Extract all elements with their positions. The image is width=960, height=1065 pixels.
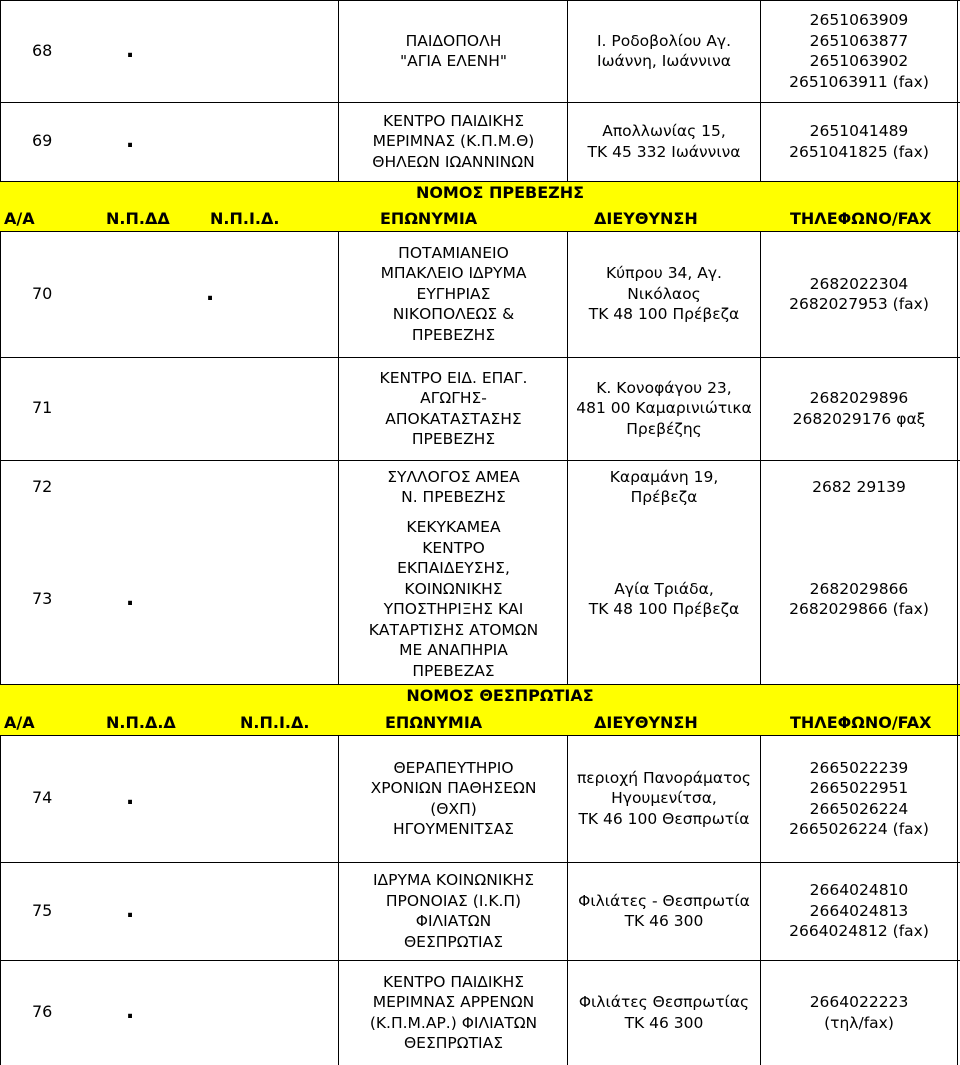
row-marker: . [125, 785, 135, 811]
header-address: ΔΙΕΥΘΥΝΣΗ [594, 713, 698, 732]
header-npdd: Ν.Π.ΔΔ [106, 209, 170, 228]
header-npid: Ν.Π.Ι.Δ. [240, 713, 310, 732]
institution-name: ΚΕΚΥΚΑΜΕΑ ΚΕΝΤΡΟ ΕΚΠΑΙΔΕΥΣΗΣ, ΚΟΙΝΩΝΙΚΗΣ ΥΠΟΣΤΗΡΙΞΗΣ ΚΑΙ ΚΑΤΑΡΤΙΣΗΣ ΑΤΟΜΩΝ ΜΕ ΑΝΑΠΗΡΙΑ ΠΡΕΒΕΖΑΣ [368, 518, 539, 680]
institution-address: Φιλιάτες - Θεσπρωτία ΤΚ 46 300 [578, 891, 750, 930]
province-title-preveza: ΝΟΜΟΣ ΠΡΕΒΕΖΗΣ [415, 183, 585, 202]
institution-address: Απολλωνίας 15, ΤΚ 45 332 Ιωάννινα [587, 122, 741, 161]
row-number: 75 [32, 900, 53, 920]
col-divider [957, 0, 958, 1065]
row-number: 68 [32, 40, 53, 60]
institution-address: Αγία Τριάδα, ΤΚ 48 100 Πρέβεζα [588, 579, 740, 618]
header-name: ΕΠΩΝΥΜΙΑ [380, 209, 478, 228]
header-name: ΕΠΩΝΥΜΙΑ [385, 713, 483, 732]
institution-address: περιοχή Πανοράματος Ηγουμενίτσα, ΤΚ 46 100 Θεσπρωτία [576, 768, 752, 828]
institution-phone: 2682029896 2682029176 φαξ [792, 389, 926, 428]
institution-phone: 2665022239 2665022951 2665026224 2665026224 (fax) [789, 758, 929, 838]
institution-phone: 2682022304 2682027953 (fax) [789, 274, 929, 313]
col-divider [338, 735, 339, 1065]
institution-name: ΚΕΝΤΡΟ ΠΑΙΔΙΚΗΣ ΜΕΡΙΜΝΑΣ ΑΡΡΕΝΩΝ (Κ.Π.Μ.ΑΡ.) ΦΙΛΙΑΤΩΝ ΘΕΣΠΡΩΤΙΑΣ [369, 972, 538, 1052]
institution-phone: 2664022223 (τηλ/fax) [809, 993, 909, 1032]
institution-address: Κύπρου 34, Αγ. Νικόλαος ΤΚ 48 100 Πρέβεζα [588, 264, 740, 324]
row-number: 74 [32, 788, 53, 808]
header-aa: Α/Α [4, 209, 35, 228]
header-npid: Ν.Π.Ι.Δ. [210, 209, 280, 228]
institution-name: ΠΑΙΔΟΠΟΛΗ "ΑΓΙΑ ΕΛΕΝΗ" [399, 31, 508, 70]
row-number: 71 [32, 398, 53, 418]
row-marker: . [125, 585, 135, 611]
province-title-thesprotia: ΝΟΜΟΣ ΘΕΣΠΡΩΤΙΑΣ [406, 686, 594, 705]
row-divider [0, 684, 960, 685]
institution-phone: 2651041489 2651041825 (fax) [789, 122, 929, 161]
institution-name: ΙΔΡΥΜΑ ΚΟΙΝΩΝΙΚΗΣ ΠΡΟΝΟΙΑΣ (Ι.Κ.Π) ΦΙΛΙΑΤΩΝ ΘΕΣΠΡΩΤΙΑΣ [372, 871, 535, 951]
header-aa: Α/Α [4, 713, 35, 732]
row-marker: . [125, 37, 135, 63]
col-divider [338, 0, 339, 181]
institution-address: Ι. Ροδοβολίου Αγ. Ιωάννη, Ιωάννινα [596, 31, 732, 70]
header-npdd: Ν.Π.Δ.Δ [106, 713, 176, 732]
row-number: 69 [32, 131, 53, 151]
row-number: 73 [32, 588, 53, 608]
institution-name: ΚΕΝΤΡΟ ΠΑΙΔΙΚΗΣ ΜΕΡΙΜΝΑΣ (Κ.Π.Μ.Θ) ΘΗΛΕΩΝ ΙΩΑΝΝΙΝΩΝ [372, 111, 535, 171]
row-marker: . [125, 897, 135, 923]
header-phone: ΤΗΛΕΦΩΝΟ/FAX [790, 713, 932, 732]
row-marker: . [125, 999, 135, 1025]
institution-name: ΣΥΛΛΟΓΟΣ ΑΜΕΑ Ν. ΠΡΕΒΕΖΗΣ [387, 467, 520, 506]
row-marker: . [125, 128, 135, 154]
row-number: 72 [32, 476, 53, 496]
row-number: 76 [32, 1002, 53, 1022]
institution-phone: 2682029866 2682029866 (fax) [789, 579, 929, 618]
institution-name: ΘΕΡΑΠΕΥΤΗΡΙΟ ΧΡΟΝΙΩΝ ΠΑΘΗΣΕΩΝ (ΘΧΠ) ΗΓΟΥΜΕΝΙΤΣΑΣ [370, 758, 537, 838]
institution-phone: 2664024810 2664024813 2664024812 (fax) [789, 881, 929, 941]
institution-phone: 2651063909 2651063877 2651063902 2651063911 (fax) [789, 11, 929, 91]
row-divider [0, 181, 960, 182]
header-address: ΔΙΕΥΘΥΝΣΗ [594, 209, 698, 228]
header-phone: ΤΗΛΕΦΩΝΟ/FAX [790, 209, 932, 228]
col-divider [338, 231, 339, 684]
institution-address: Φιλιάτες Θεσπρωτίας ΤΚ 46 300 [578, 993, 750, 1032]
row-marker: . [205, 280, 215, 306]
institution-name: ΠΟΤΑΜΙΑΝΕΙΟ ΜΠΑΚΛΕΙΟ ΙΔΡΥΜΑ ΕΥΓΗΡΙΑΣ ΝΙΚΟΠΟΛΕΩΣ & ΠΡΕΒΕΖΗΣ [380, 243, 527, 344]
institution-address: Κ. Κονοφάγου 23, 481 00 Καμαρινιώτικα Πρεβέζης [576, 378, 752, 438]
row-number: 70 [32, 283, 53, 303]
institution-name: ΚΕΝΤΡΟ ΕΙΔ. ΕΠΑΓ. ΑΓΩΓΗΣ- ΑΠΟΚΑΤΑΣΤΑΣΗΣ ΠΡΕΒΕΖΗΣ [379, 368, 528, 448]
institution-address: Καραμάνη 19, Πρέβεζα [609, 467, 719, 506]
institution-phone: 2682 29139 [812, 477, 906, 496]
